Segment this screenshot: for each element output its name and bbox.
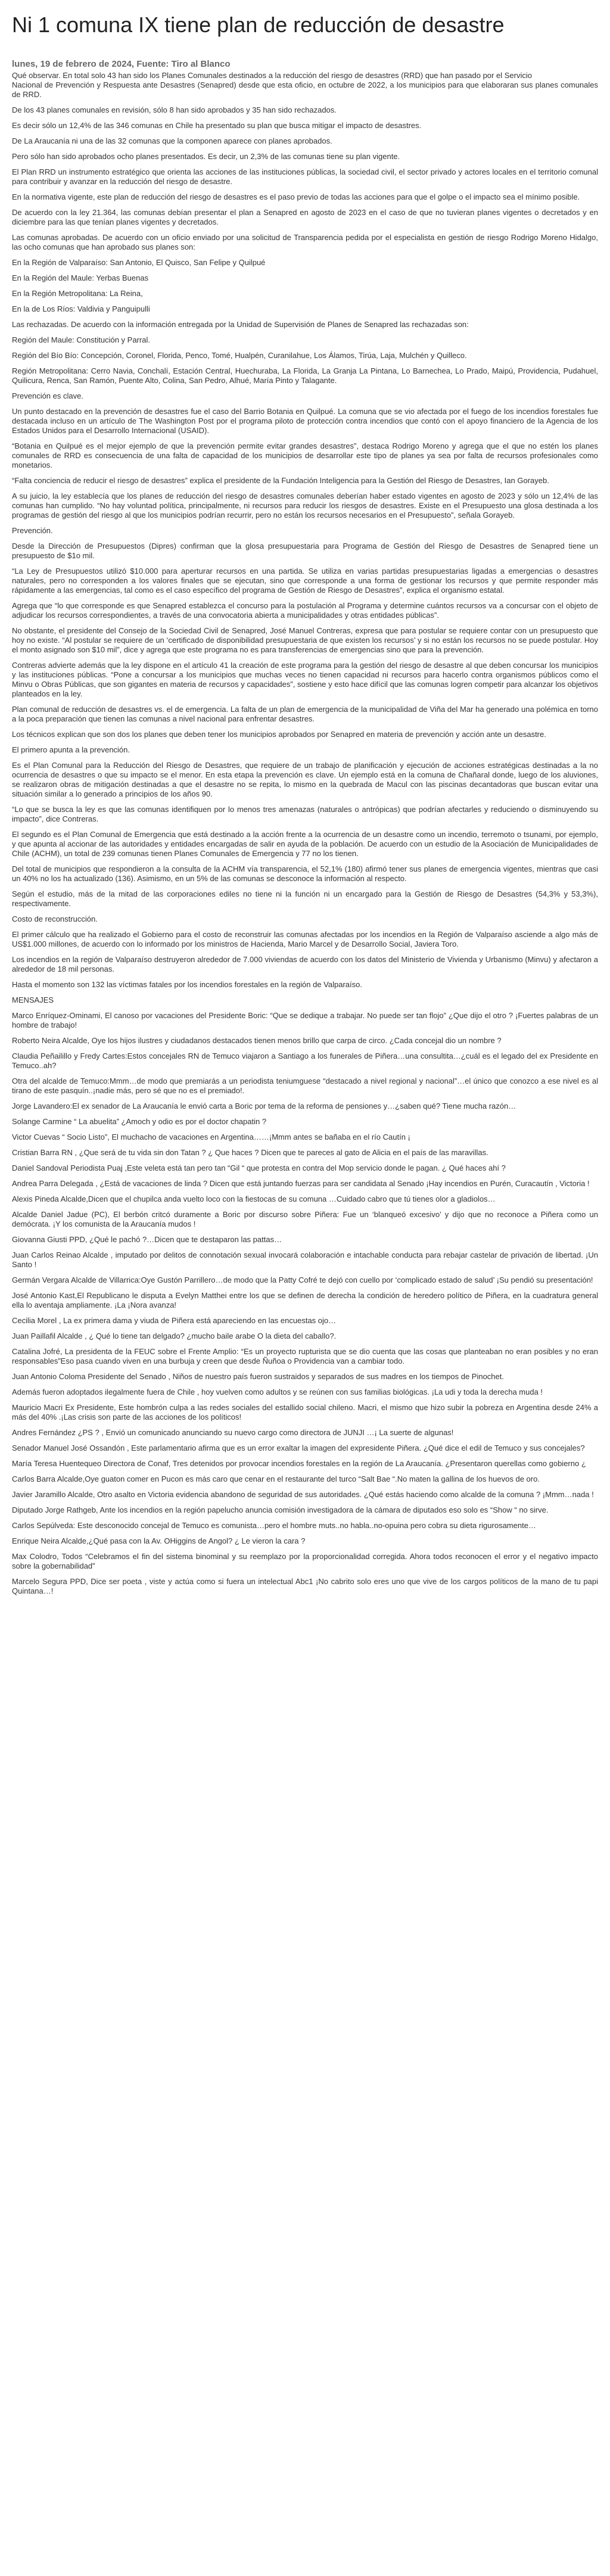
article-paragraph: Agrega que “lo que corresponde es que Senapred establezca el concurso para la postulación al Programa y determine cuántos recursos va a concursar con el objeto de adjudicar los recursos correspondientes, a través de una convocatoria abierta a municipalidades y otras entidades públicas”.	[12, 601, 598, 620]
article-paragraph: A su juicio, la ley establecía que los planes de reducción del riesgo de desastres comunales deberían haber estado vigentes en agosto de 2023 y sólo un 12,4% de las comunas han cumplido. “No hay voluntad política, principalmente, ni recursos para reducir los riesgos de desastres. Existe en el Presupuesto una glosa destinada a los programas de gestión del riesgo al que los municipios podrían recurrir, pero no están los recursos necesarios en el Presupuesto”, señala Gorayeb.	[12, 491, 598, 519]
article-paragraph: Es decir sólo un 12,4% de las 346 comunas en Chile ha presentado su plan que busca mitigar el impacto de desastres.	[12, 121, 422, 130]
article-paragraph: “La Ley de Presupuestos utilizó $10.000 para aperturar recursos en una partida. Se utiliza en varias partidas presupuestarias ligadas a emergencias o desastres naturales, pero no corresponden a los valores finales que se ejecutan, sino que corresponde a una forma de gestionar los recursos y que permite responder más rápidamente a las emergencias, tal como es el caso específico del programa de Gestión de Riesgo de Desastres”, explica el organismo estatal.	[12, 567, 598, 595]
article-paragraph: Claudia Peñailillo y Fredy Cartes:Estos concejales RN de Temuco viajaron a Santiago a los funerales de Piñera…una consultita…¿cuál es el legado del ex Presidente en Temuco..ah?	[12, 1051, 598, 1070]
article-paragraph: Del total de municipios que respondieron a la consulta de la ACHM vía transparencia, el 52,1% (180) afirmó tener sus planes de emergencia vigentes, mientras que casi un 40% no los ha actualizado (136). Asimismo, en un 5% de las comunas se desconoce la información al respecto.	[12, 864, 598, 883]
article-paragraph: “Falta conciencia de reducir el riesgo de desastres” explica el presidente de la Fundación Inteligencia para la Gestión del Riesgo de Desastres, Ian Gorayeb.	[12, 476, 549, 485]
article-paragraph: Región Metropolitana: Cerro Navia, Conchalí, Estación Central, Huechuraba, La Florida, La Granja La Pintana, Lo Barnechea, Lo Prado, Maipú, Providencia, Pudahuel, Quilicura, Renca, San Ramón, Puente Alto, Colina, San Pedro, Alhué, María Pinto y Talagante.	[12, 366, 598, 385]
article-paragraph: Las comunas aprobadas. De acuerdo con un oficio enviado por una solicitud de Transparencia pedida por el especialista en gestión de riesgo Rodrigo Moreno Hidalgo, las ocho comunas que han aprobado sus planes son:	[12, 233, 598, 251]
article-paragraph: Andrea Parra Delegada , ¿Está de vacaciones de linda ? Dicen que está juntando fuerzas para ser candidata al Senado ¡Hay incendios en Purén, Curacautín , Victoria !	[12, 1179, 590, 1188]
article-paragraph: Además fueron adoptados ilegalmente fuera de Chile , hoy vuelven como adultos y se reúnen con sus familias biológicas. ¡La udi y toda la derecha muda !	[12, 1387, 543, 1396]
article-paragraph: Prevención.	[12, 526, 53, 535]
article-paragraph: En la normativa vigente, este plan de reducción del riesgo de desastres es el paso previo de todas las acciones para que el golpe o el impacto sea el mínimo posible.	[12, 192, 580, 201]
article-paragraph: Carlos Barra Alcalde,Oye guaton comer en Pucon es más caro que cenar en el restaurante del turco “Salt Bae “.No maten la gallina de los huevos de oro.	[12, 1474, 540, 1483]
article-paragraph: Un punto destacado en la prevención de desastres fue el caso del Barrio Botania en Quilpué. La comuna que se vio afectada por el fuego de los incendios forestales fue destacada incluso en un artículo de The Washington Post por el programa piloto de protección contra incendios que contó con el apoyo financiero de la Agencia de los Estados Unidos para el Desarrollo Internacional (USAID).	[12, 407, 598, 435]
article-paragraph: Mauricio Macri Ex Presidente, Este hombrón culpa a las redes sociales del estallido social chileno. Macri, el mismo que hizo subir la pobreza en Argentina desde 24% a más del 40% .¡Las crisis son parte de las acciones de los políticos!	[12, 1403, 598, 1421]
article	[12, 0, 598, 1607]
article-paragraph: Andres Fernández ¿PS ? , Envió un comunicado anunciando su nuevo cargo como directora de JUNJI …¡ La suerte de algunas!	[12, 1428, 454, 1437]
article-paragraph: Javier Jaramillo Alcalde, Otro asalto en Victoria evidencia abandono de seguridad de sus autoridades. ¿Qué estás haciendo como alcalde de la comuna ? ¡Mmm…nada !	[12, 1490, 594, 1499]
article-paragraph: El segundo es el Plan Comunal de Emergencia que está destinado a la acción frente a la ocurrencia de un desastre como un incendio, terremoto o tsunami, por ejemplo, y que apunta al accionar de las autoridades y entidades encargadas de salir en ayuda de la población. De acuerdo con un estudio de la Asociación de Municipalidades de Chile (ACHM), un total de 239 comunas tienen Planes Comunales de Emergencia y 77 no los tienen.	[12, 830, 598, 858]
article-paragraph: El primer cálculo que ha realizado el Gobierno para el costo de reconstruir las comunas afectadas por los incendios en la Región de Valparaíso asciende a algo más de US$1.000 millones, de acuerdo con lo informado por los ministros de Hacienda, Mario Marcel y de Desarrollo Social, Javiera Toro.	[12, 930, 598, 948]
article-paragraph: Juan Antonio Coloma Presidente del Senado , Niños de nuestro país fueron sustraidos y separados de sus madres en los tiempos de Pinochet.	[12, 1372, 504, 1381]
article-paragraph: De acuerdo con la ley 21.364, las comunas debían presentar el plan a Senapred en agosto de 2023 en el caso de que no tuvieran planes vigentes o decretados y en diciembre para las que tenían planes vigentes y decretados.	[12, 208, 598, 226]
article-paragraph: En la Región del Maule: Yerbas Buenas	[12, 273, 149, 282]
article-paragraph: Los técnicos explican que son dos los planes que deben tener los municipios aprobados por Senapred en materia de prevención y acción ante un desastre.	[12, 730, 546, 739]
article-title: Ni 1 comuna IX tiene plan de reducción de desastre	[12, 13, 505, 37]
article-paragraph: Max Colodro, Todos “Celebramos el fin del sistema binominal y su reemplazo por la proporcionalidad corregida. Ahora todos reconocen el error y el negativo impacto sobre la gobernabilidad”	[12, 1552, 598, 1570]
article-paragraph: Plan comunal de reducción de desastres vs. el de emergencia. La falta de un plan de emergencia de la municipalidad de Viña del Mar ha generado una polémica en torno a la poca preparación que tienen las comunas a nivel nacional para enfrentar desastres.	[12, 705, 598, 723]
article-paragraph: El primero apunta a la prevención.	[12, 745, 130, 754]
article-paragraph: Solange Carmine “ La abuelita” ¿Amoch y odio es por el doctor chapatin ?	[12, 1117, 267, 1126]
article-paragraph: José Antonio Kast,El Republicano le disputa a Evelyn Matthei entre los que se definen de derecha la condición de heredero político de Piñera, en la cuadratura general ella lo aventaja ampliamente. ¡La ¡Nora avanza!	[12, 1291, 598, 1309]
article-paragraph: Marcelo Segura PPD, Dice ser poeta , viste y actúa como si fuera un intelectual Abc1 ¡No cabrito solo eres uno que vive de los cargos políticos de la mano de tu papi Quintana…!	[12, 1577, 598, 1595]
article-paragraph: Alexis Pineda Alcalde,Dicen que el chupilca anda vuelto loco con la fiestocas de su comuna …Cuidado cabro que tú tienes olor a gladiolos…	[12, 1194, 496, 1203]
article-paragraph: Hasta el momento son 132 las víctimas fatales por los incendios forestales en la región de Valparaíso.	[12, 980, 362, 989]
article-paragraph: Las rechazadas. De acuerdo con la información entregada por la Unidad de Supervisión de Planes de Senapred las rechazadas son:	[12, 320, 469, 329]
article-paragraph: Diputado Jorge Rathgeb, Ante los incendios en la región papelucho anuncia comisión investigadora de la cámara de diputados eso solo es “Show “ no sirve.	[12, 1505, 549, 1514]
article-paragraph: Costo de reconstrucción.	[12, 914, 98, 923]
article-paragraph: Daniel Sandoval Periodista Puaj ,Este veleta está tan pero tan “Gil “ que protesta en contra del Mop servicio donde le pagan. ¿ Qué haces ahí ?	[12, 1163, 506, 1172]
article-paragraph: El Plan RRD un instrumento estratégico que orienta las acciones de las instituciones públicas, la sociedad civil, el sector privado y actores locales en el territorio comunal para contribuir y avanzar en la reducción del riesgo de desastre.	[12, 167, 598, 186]
article-paragraph: Los incendios en la región de Valparaíso destruyeron alrededor de 7.000 viviendas de acuerdo con los datos del Ministerio de Vivienda y Urbanismo (Minvu) y afectaron a alrededor de 18 mil personas.	[12, 955, 598, 973]
article-paragraph: En la de Los Ríos: Valdivia y Panguipulli	[12, 304, 150, 313]
article-paragraph: Es el Plan Comunal para la Reducción del Riesgo de Desastres, que requiere de un trabajo de planificación y ejecución de acciones estratégicas destinadas a la no ocurrencia de desastres o que su impacto se el menor. En esta etapa la prevención es clave. Un ejemplo está en la comuna de Chañaral donde, luego de los aluviones, se realizaron obras de mitigación destinadas a que el desastre no se repita, lo mismo en la quebrada de Macul con las piscinas decantadoras que buscan evitar una situación similar a lo generado a principios de los años 90.	[12, 761, 598, 798]
article-paragraph: Roberto Neira Alcalde, Oye los hijos ilustres y ciudadanos destacados tienen menos brillo que carpa de circo. ¿Cada concejal dio un nombre ?	[12, 1036, 502, 1045]
article-byline: lunes, 19 de febrero de 2024, Fuente: Tiro al Blanco	[12, 59, 231, 69]
article-body	[12, 71, 598, 1596]
article-paragraph: Victor Cuevas “ Socio Listo”, El muchacho de vacaciones en Argentina……¡Mmm antes se bañaba en el río Cautín ¡	[12, 1133, 410, 1141]
article-paragraph: Marco Enríquez-Ominami, El canoso por vacaciones del Presidente Boric: “Que se dedique a trabajar. No puede ser tan flojo” ¿Que dijo el otro ? ¡Fuertes palabras de un hombre de trabajo!	[12, 1011, 598, 1029]
article-paragraph: Catalina Jofré, La presidenta de la FEUC sobre el Frente Amplio: “Es un proyecto rupturista que se dio cuenta que las cosas que planteaban no eran posibles y no eran responsables”Eso pasa cuando viven en una burbuja y creen que desde Ñuñoa o Providencia van a cambiar todo.	[12, 1347, 598, 1365]
article-paragraph: “Lo que se busca la ley es que las comunas identifiquen por lo menos tres amenazas (naturales o antrópicas) que podrían afectarles y reduciendo o disminuyendo su impacto”, dice Contreras.	[12, 805, 598, 823]
article-paragraph: Pero sólo han sido aprobados ocho planes presentados. Es decir, un 2,3% de las comunas tiene su plan vigente.	[12, 152, 400, 161]
article-paragraph: MENSAJES	[12, 995, 54, 1004]
article-paragraph: Según el estudio, más de la mitad de las corporaciones ediles no tiene ni la función ni un encargado para la Gestión de Riesgo de Desastres (54,3% y 53,3%), respectivamente.	[12, 889, 598, 908]
article-paragraph: Senador Manuel José Ossandón , Este parlamentario afirma que es un error exaltar la imagen del expresidente Piñera. ¿Qué dice el edil de Temuco y sus concejales?	[12, 1443, 585, 1452]
article-paragraph: Jorge Lavandero:El ex senador de La Araucanía le envió carta a Boric por tema de la reforma de pensiones y…¿saben qué? Tiene mucha razón…	[12, 1102, 516, 1110]
article-paragraph: Cristian Barra RN , ¿Que será de tu vida sin don Tatan ? ¿ Que haces ? Dicen que te pareces al gato de Alicia en el país de las maravillas.	[12, 1148, 488, 1157]
article-paragraph: Cecilia Morel , La ex primera dama y viuda de Piñera está apareciendo en las encuestas ojo…	[12, 1316, 337, 1325]
article-paragraph: Desde la Dirección de Presupuestos (Dipres) confirman que la glosa presupuestaria para Programa de Gestión del Riesgo de Desastres de Senapred tiene un presupuesto de $1o mil.	[12, 542, 598, 560]
article-paragraph: Germán Vergara Alcalde de Villarrica:Oye Gustón Parrillero…de modo que la Patty Cofré te dejó con cuello por ‘complicado estado de salud’ ¡Su pendió su presentación!	[12, 1275, 593, 1284]
article-paragraph: María Teresa Huentequeo Directora de Conaf, Tres detenidos por provocar incendios forestales en la región de La Araucanía. ¿Presentaron querellas como gobierno ¿	[12, 1459, 586, 1468]
article-paragraph: Juan Paillafil Alcalde , ¿ Qué lo tiene tan delgado? ¿mucho baile arabe O la dieta del caballo?.	[12, 1331, 337, 1340]
article-paragraph: Enrique Neira Alcalde,¿Qué pasa con la Av. OHiggins de Angol? ¿ Le vieron la cara ?	[12, 1536, 306, 1545]
article-paragraph: Qué observar. En total solo 43 han sido los Planes Comunales destinados a la reducción del riesgo de desastres (RRD) que han pasado por el Servicio Nacional de Prevención y Respuesta ante Desastres (Senapred) desde que esta oficio, en octubre de 2022, a los municipios para que elaboraran sus planes comunales de RRD.	[12, 71, 598, 99]
article-paragraph: Región del Bío Bío: Concepción, Coronel, Florida, Penco, Tomé, Hualpén, Curanilahue, Los Álamos, Tirúa, Laja, Mulchén y Quilleco.	[12, 351, 467, 360]
article-paragraph: Carlos Sepúlveda: Este desconocido concejal de Temuco es comunista…pero el hombre muts..no habla..no-opuina pero cobra su dieta rigurosamente…	[12, 1521, 536, 1530]
article-paragraph: Juan Carlos Reinao Alcalde , imputado por delitos de connotación sexual invocará colaboración e intachable conducta para rebajar castelar de privación de libertad. ¡Un Santo !	[12, 1250, 598, 1269]
article-paragraph: Región del Maule: Constitución y Parral.	[12, 335, 150, 344]
article-paragraph: De La Araucanía ni una de las 32 comunas que la componen aparece con planes aprobados.	[12, 136, 332, 145]
article-paragraph: Prevención es clave.	[12, 391, 83, 400]
article-paragraph: Otra del alcalde de Temuco:Mmm…de modo que premiarás a un periodista teniumguese “destacado a nivel regional y nacional”…el único que conozco a ese nivel es al tirano de este pasquín..¡nadie más, pero sé que no es el premiado!.	[12, 1077, 598, 1095]
article-paragraph: Contreras advierte además que la ley dispone en el artículo 41 la creación de este programa para la gestión del riesgo de desastre al que deben concursar los municipios y las instituciones públicas. “Pone a concursar a los municipios que muchas veces no tienen capacidad ni recursos para hacerlo contra organismos públicos como el Minvu o Obras Públicas, que son gigantes en materia de recursos y capacidades”, sostiene y esto hace difícil que las comunas logren competir para alcanzar los objetivos planteados en la ley.	[12, 661, 598, 698]
article-paragraph: De los 43 planes comunales en revisión, sólo 8 han sido aprobados y 35 han sido rechazados.	[12, 105, 337, 114]
article-paragraph: “Botania en Quilpué es el mejor ejemplo de que la prevención permite evitar grandes desastres”, destaca Rodrigo Moreno y agrega que el que no estén los planes comunales de RRD es consecuencia de una falta de capacidad de los municipios de desarrollar este tipo de planes ya sea por falta de recursos profesionales como monetarios.	[12, 441, 598, 469]
article-paragraph: En la Región de Valparaíso: San Antonio, El Quisco, San Felipe y Quilpué	[12, 258, 266, 267]
article-paragraph: En la Región Metropolitana: La Reina,	[12, 289, 143, 298]
article-paragraph: No obstante, el presidente del Consejo de la Sociedad Civil de Senapred, José Manuel Contreras, expresa que para postular se requiere contar con un presupuesto que hoy no existe. “Al postular se requiere de un ‘certificado de disponibilidad presupuestaria de que existen los recursos’ y si no están los recursos no se puede postular. Hoy el monto asignado son $10 mil”, dice y agrega que este programa no es para transferencias de emergencias sino que para la prevención.	[12, 626, 598, 654]
article-paragraph: Giovanna Giusti PPD, ¿Qué le pachó ?…Dicen que te destaparon las pattas…	[12, 1235, 282, 1244]
article-paragraph: Alcalde Daniel Jadue (PC), El berbón critcó duramente a Boric por discurso sobre Piñera: Fue un ‘blanqueó excesivo’ y dijo que no reconoce a Piñera como un demócrata. ¡Y los comunista de la Araucanía mudos !	[12, 1210, 598, 1228]
